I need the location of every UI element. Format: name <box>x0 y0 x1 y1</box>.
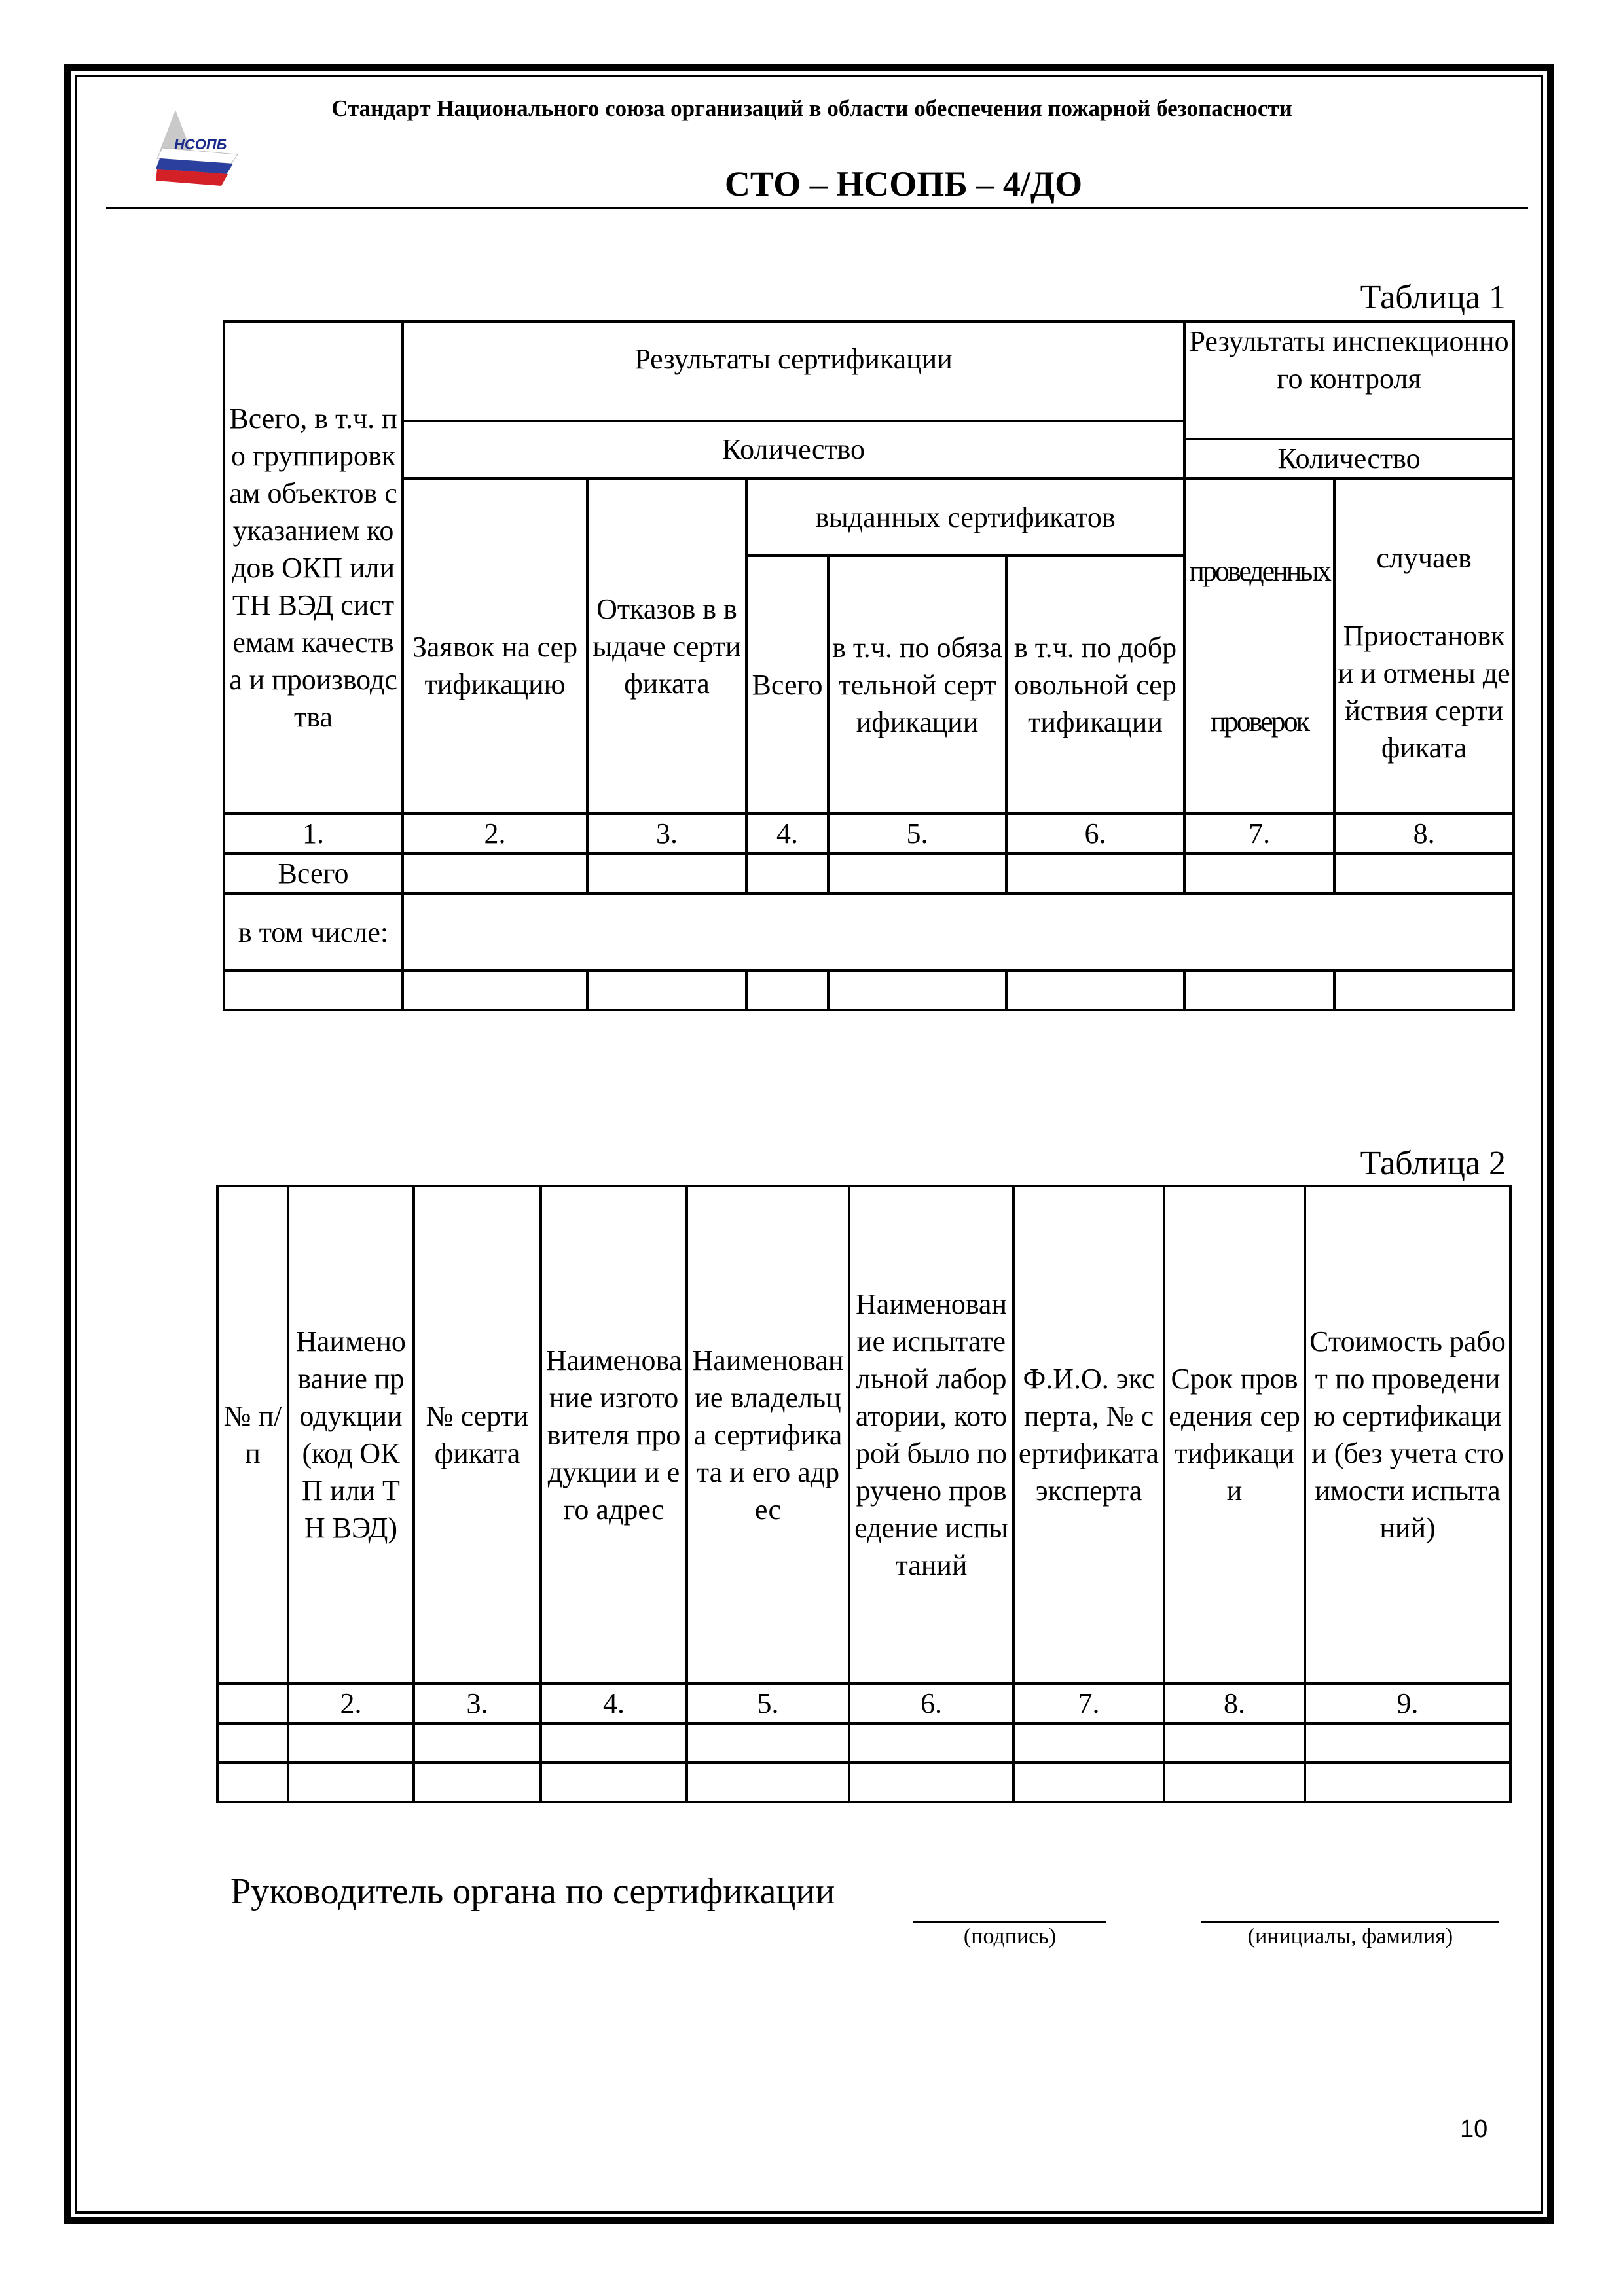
page-number: 10 <box>1460 2115 1488 2143</box>
header-divider <box>106 207 1528 209</box>
name-caption: (инициалы, фамилия) <box>1247 1924 1453 1948</box>
t1-mandatory: в т.ч. по обязательной сертификации <box>828 556 1006 814</box>
t2-header-owner: Наименование владельца сертификата и его адрес <box>687 1186 849 1683</box>
t1-row-total: Всего <box>224 853 403 893</box>
table-cell <box>746 971 828 1010</box>
t1-conducted-checks <box>1184 478 1334 814</box>
t2-num-6: 6. <box>849 1683 1013 1723</box>
table-cell <box>1305 1723 1510 1763</box>
table-cell <box>224 971 403 1010</box>
table2-caption: Таблица 2 <box>1360 1145 1506 1182</box>
t1-conducted: проведенных <box>1189 554 1330 587</box>
t1-total-short: Всего <box>746 556 828 814</box>
t2-header-term: Срок проведения сертификации <box>1164 1186 1305 1683</box>
t1-num-1: 1. <box>224 814 403 853</box>
document-code: СТО – НСОПБ – 4/ДО <box>724 164 1083 204</box>
table-cell <box>414 1723 541 1763</box>
t2-num-1 <box>217 1683 288 1723</box>
t1-issued: выданных сертификатов <box>746 478 1184 556</box>
t1-col1-header: Всего, в т.ч. по группировкам объектов с указанием кодов ОКП или ТН ВЭД системам качества и производства <box>224 321 403 814</box>
table1 <box>223 320 1515 1011</box>
table-cell <box>541 1763 687 1802</box>
table-cell <box>746 853 828 893</box>
table2 <box>216 1185 1512 1803</box>
table-cell <box>217 1723 288 1763</box>
table-cell <box>1006 971 1184 1010</box>
t1-quantity2: Количество <box>1184 438 1514 477</box>
t1-num-2: 2. <box>403 814 587 853</box>
table-cell <box>1334 853 1514 893</box>
t2-header-number: № п/п <box>217 1186 288 1683</box>
t2-num-3: 3. <box>414 1683 541 1723</box>
table-cell <box>414 1763 541 1802</box>
t1-checks: проверок <box>1211 705 1309 738</box>
standard-title: Стандарт Национального союза организаций в области обеспечения пожарной безопасности <box>331 96 1292 121</box>
t2-header-cert-number: № сертификата <box>414 1186 541 1683</box>
table-cell <box>1006 853 1184 893</box>
table-cell <box>828 971 1006 1010</box>
table-cell <box>288 1723 414 1763</box>
table-cell <box>1184 971 1334 1010</box>
t1-cases: случаев <box>1376 542 1472 574</box>
table-cell <box>403 893 1514 971</box>
t2-header-laboratory: Наименование испытательной лаборатории, которой было поручено проведение испытаний <box>849 1186 1013 1683</box>
t2-header-manufacturer: Наименование изготовителя продукции и его адрес <box>541 1186 687 1683</box>
t1-num-6: 6. <box>1006 814 1184 853</box>
t2-num-2: 2. <box>288 1683 414 1723</box>
table-cell <box>687 1763 849 1802</box>
t1-num-5: 5. <box>828 814 1006 853</box>
t1-num-8: 8. <box>1334 814 1514 853</box>
table-cell <box>587 853 746 893</box>
t1-cert-results-title: Результаты сертификации <box>634 343 953 375</box>
t2-header-cost: Стоимость работ по проведению сертификации (без учета стоимости испытаний) <box>1305 1186 1510 1683</box>
t1-num-7: 7. <box>1184 814 1334 853</box>
signature-label: Руководитель органа по сертификации <box>230 1871 835 1912</box>
signature-line <box>913 1921 1106 1923</box>
t2-num-5: 5. <box>687 1683 849 1723</box>
t1-inspection <box>1184 321 1514 478</box>
svg-text:НСОПБ: НСОПБ <box>174 136 227 152</box>
table-cell <box>1013 1763 1164 1802</box>
t2-num-7: 7. <box>1013 1683 1164 1723</box>
table-cell <box>849 1723 1013 1763</box>
table-cell <box>687 1723 849 1763</box>
t2-num-8: 8. <box>1164 1683 1305 1723</box>
table-cell <box>1184 853 1334 893</box>
t1-num-4: 4. <box>746 814 828 853</box>
signature-caption: (подпись) <box>963 1924 1057 1948</box>
t1-row-including: в том числе: <box>224 893 403 971</box>
table-cell <box>587 971 746 1010</box>
table-cell <box>1334 971 1514 1010</box>
t2-num-4: 4. <box>541 1683 687 1723</box>
table-cell <box>541 1723 687 1763</box>
table-cell <box>1305 1763 1510 1802</box>
table-cell <box>828 853 1006 893</box>
t1-quantity: Количество <box>403 420 1184 477</box>
table-cell <box>1013 1723 1164 1763</box>
t1-refusals: Отказов в выдаче сертификата <box>587 478 746 814</box>
t2-num-9: 9. <box>1305 1683 1510 1723</box>
t2-header-expert: Ф.И.О. эксперта, № сертификата эксперта <box>1013 1186 1164 1683</box>
table-cell <box>288 1763 414 1802</box>
t1-applications: Заявок на сертификацию <box>403 478 587 814</box>
table-cell <box>849 1763 1013 1802</box>
t2-header-product: Наименование продукции (код ОКП или ТН ВЭД) <box>288 1186 414 1683</box>
table-cell <box>403 853 587 893</box>
name-line <box>1201 1921 1499 1923</box>
t1-num-3: 3. <box>587 814 746 853</box>
t1-suspension: Приостановки и отмены действия сертификата <box>1338 620 1510 764</box>
t1-voluntary: в т.ч. по добровольной сертификации <box>1006 556 1184 814</box>
table-cell <box>1164 1723 1305 1763</box>
table-cell <box>403 971 587 1010</box>
table1-caption: Таблица 1 <box>1360 279 1506 316</box>
table-cell <box>1164 1763 1305 1802</box>
t1-inspection-title: Результаты инспекционного контроля <box>1189 325 1509 395</box>
t1-cases-suspension <box>1334 478 1514 814</box>
table-cell <box>217 1763 288 1802</box>
t1-cert-results <box>403 321 1184 478</box>
